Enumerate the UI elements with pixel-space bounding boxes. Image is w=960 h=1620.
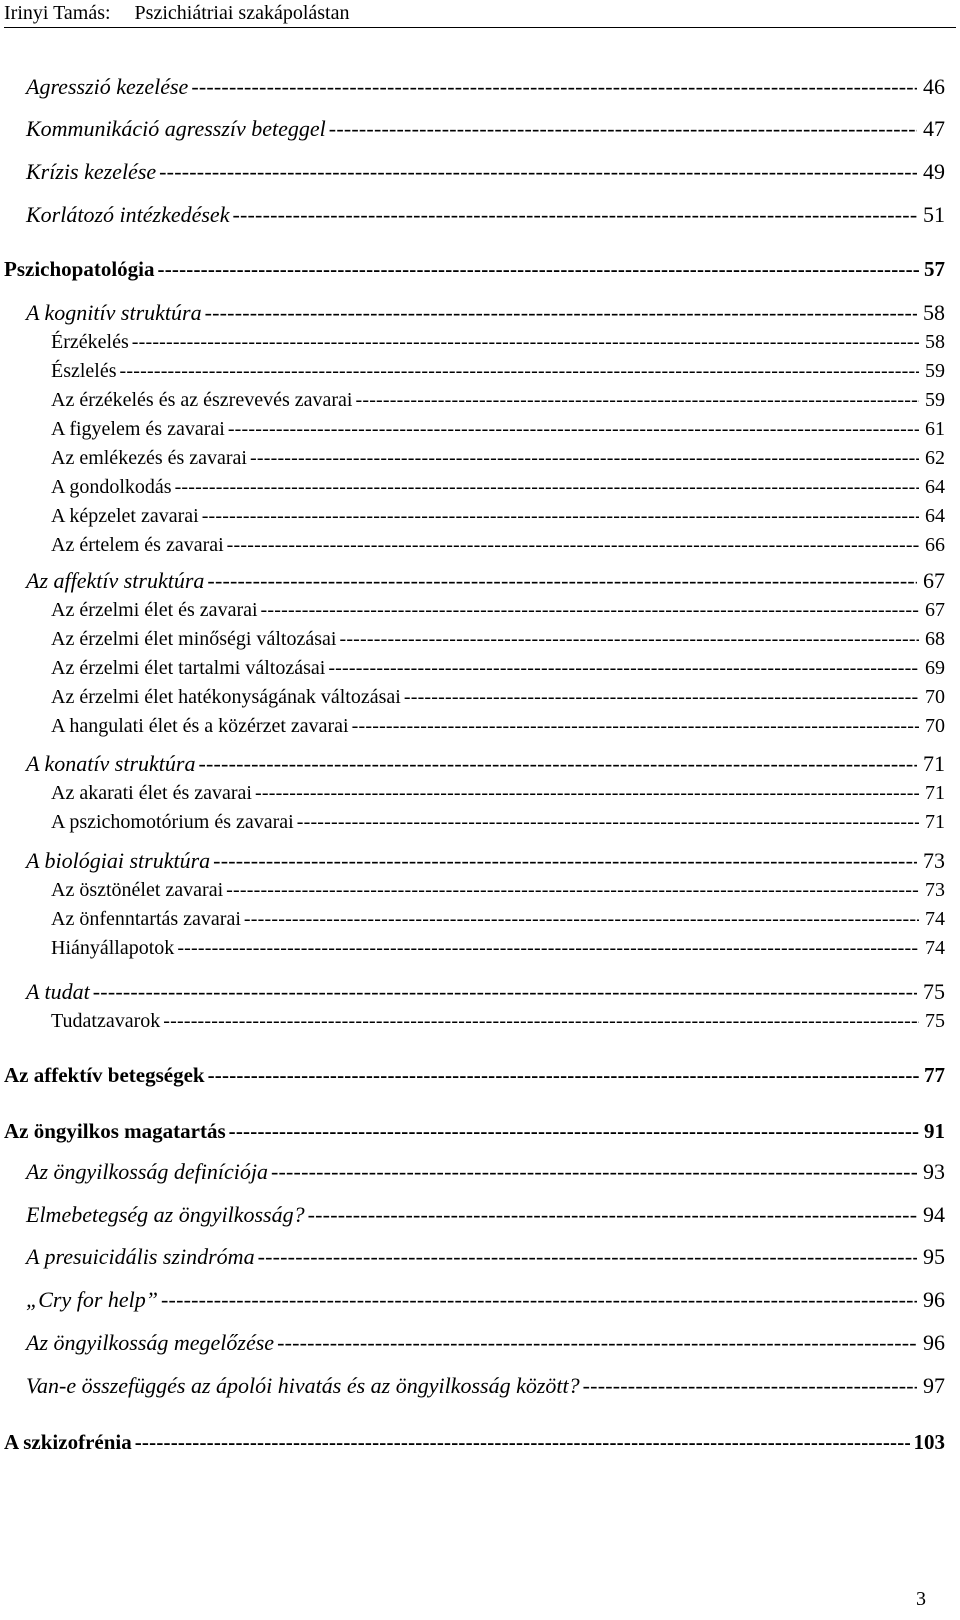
toc-dot-leader — [255, 778, 919, 808]
toc-dot-leader — [205, 298, 917, 328]
toc-entry[interactable] — [4, 1060, 945, 1090]
toc-dot-leader — [135, 1427, 910, 1457]
toc-entry-page-number: 93 — [923, 1159, 945, 1184]
toc-entry-title: Agresszió kezelése — [26, 74, 189, 99]
toc-entry-title: Elmebetegség az öngyilkosság? — [26, 1202, 305, 1227]
toc-entry[interactable] — [51, 385, 945, 415]
toc-entry[interactable] — [51, 682, 945, 712]
toc-dot-leader — [202, 501, 919, 531]
toc-entry-page-number: 66 — [925, 534, 945, 556]
toc-dot-leader — [93, 977, 917, 1007]
toc-entry[interactable] — [26, 1157, 945, 1187]
page-number: 3 — [916, 1588, 926, 1610]
toc-entry[interactable] — [51, 414, 945, 444]
toc-dot-leader — [229, 1116, 920, 1146]
toc-dot-leader — [329, 114, 917, 144]
toc-dot-leader — [271, 1157, 917, 1187]
toc-dot-leader — [277, 1328, 917, 1358]
toc-entry-title: A konatív struktúra — [26, 751, 196, 776]
toc-entry-page-number: 57 — [924, 257, 945, 281]
toc-entry-title: A gondolkodás — [51, 476, 172, 498]
toc-entry[interactable] — [51, 356, 945, 386]
toc-entry-page-number: 64 — [925, 505, 945, 527]
toc-dot-leader — [132, 327, 919, 357]
toc-entry-page-number: 69 — [925, 657, 945, 679]
toc-entry-page-number: 47 — [923, 116, 945, 141]
toc-entry-title: Az érzelmi élet tartalmi változásai — [51, 657, 326, 679]
toc-entry[interactable] — [26, 1242, 945, 1272]
toc-entry-title: Az affektív struktúra — [26, 568, 205, 593]
toc-entry-page-number: 70 — [925, 715, 945, 737]
toc-entry-title: Az érzelmi élet minőségi változásai — [51, 628, 337, 650]
toc-entry-title: A kognitív struktúra — [26, 300, 202, 325]
toc-entry[interactable] — [51, 501, 945, 531]
toc-dot-leader — [258, 1242, 917, 1272]
toc-entry[interactable] — [51, 807, 945, 837]
toc-entry-page-number: 73 — [925, 879, 945, 901]
toc-dot-leader — [120, 356, 919, 386]
toc-entry-page-number: 58 — [925, 331, 945, 353]
toc-entry-page-number: 67 — [923, 568, 945, 593]
toc-dot-leader — [228, 414, 919, 444]
toc-entry-title: Az értelem és zavarai — [51, 534, 224, 556]
toc-entry-page-number: 77 — [924, 1063, 945, 1087]
toc-entry[interactable] — [4, 1116, 945, 1146]
toc-entry-title: A szkizofrénia — [4, 1430, 132, 1454]
toc-entry[interactable] — [26, 749, 945, 779]
toc-entry[interactable] — [51, 875, 945, 905]
toc-entry-title: Az érzelmi élet és zavarai — [51, 599, 258, 621]
toc-entry[interactable] — [51, 327, 945, 357]
toc-entry-title: Krízis kezelése — [26, 159, 157, 184]
toc-entry[interactable] — [51, 595, 945, 625]
toc-entry-page-number: 64 — [925, 476, 945, 498]
toc-entry-title: Érzékelés — [51, 331, 129, 353]
toc-entry[interactable] — [26, 1285, 945, 1315]
toc-entry[interactable] — [51, 530, 945, 560]
toc-entry[interactable] — [26, 72, 945, 102]
toc-dot-leader — [355, 385, 919, 415]
header-title: Pszichiátriai szakápolástan — [134, 2, 350, 24]
toc-dot-leader — [297, 807, 919, 837]
toc-entry-title: Az öngyilkosság definíciója — [26, 1159, 268, 1184]
toc-entry-page-number: 75 — [925, 1010, 945, 1032]
toc-entry-page-number: 74 — [925, 908, 945, 930]
toc-entry-page-number: 58 — [923, 300, 945, 325]
toc-entry[interactable] — [51, 778, 945, 808]
toc-entry[interactable] — [26, 1328, 945, 1358]
toc-dot-leader — [308, 1200, 917, 1230]
toc-entry-title: Az érzelmi élet hatékonyságának változásai — [51, 686, 401, 708]
toc-entry-title: Tudatzavarok — [51, 1010, 161, 1032]
toc-entry[interactable] — [26, 566, 945, 596]
toc-entry-title: Kommunikáció agresszív beteggel — [26, 116, 326, 141]
toc-entry[interactable] — [26, 846, 945, 876]
toc-entry-page-number: 61 — [925, 418, 945, 440]
toc-entry[interactable] — [51, 1006, 945, 1036]
toc-dot-leader — [328, 653, 919, 683]
toc-dot-leader — [226, 875, 919, 905]
toc-entry[interactable] — [4, 1427, 945, 1457]
toc-entry-title: Az öngyilkos magatartás — [4, 1119, 226, 1143]
toc-entry-page-number: 74 — [925, 937, 945, 959]
toc-entry[interactable] — [51, 653, 945, 683]
toc-entry-title: A képzelet zavarai — [51, 505, 199, 527]
toc-entry-title: Az önfenntartás zavarai — [51, 908, 241, 930]
toc-dot-leader — [244, 904, 919, 934]
toc-entry-title: A biológiai struktúra — [26, 848, 211, 873]
toc-dot-leader — [250, 443, 919, 473]
toc-entry-page-number: 95 — [923, 1244, 945, 1269]
toc-dot-leader — [208, 1060, 920, 1090]
toc-dot-leader — [213, 846, 917, 876]
toc-entry-title: Észlelés — [51, 360, 117, 382]
toc-entry-title: Korlátozó intézkedések — [26, 202, 230, 227]
toc-entry-title: „Cry for help” — [26, 1287, 159, 1312]
toc-entry-page-number: 68 — [925, 628, 945, 650]
toc-entry[interactable] — [26, 1200, 945, 1230]
toc-entry-page-number: 71 — [925, 811, 945, 833]
toc-entry-page-number: 96 — [923, 1287, 945, 1312]
toc-dot-leader — [175, 472, 919, 502]
toc-entry-title: Az emlékezés és zavarai — [51, 447, 247, 469]
toc-dot-leader — [339, 624, 919, 654]
toc-entry-title: A tudat — [26, 979, 90, 1004]
toc-entry-title: A presuicidális szindróma — [26, 1244, 255, 1269]
toc-entry-page-number: 91 — [924, 1119, 945, 1143]
toc-entry-page-number: 71 — [923, 751, 945, 776]
toc-entry-page-number: 49 — [923, 159, 945, 184]
toc-entry-page-number: 97 — [923, 1373, 945, 1398]
toc-dot-leader — [177, 933, 919, 963]
toc-dot-leader — [352, 711, 919, 741]
toc-dot-leader — [232, 200, 917, 230]
toc-dot-leader — [261, 595, 919, 625]
toc-entry-title: Az öngyilkosság megelőzése — [26, 1330, 275, 1355]
toc-entry[interactable] — [26, 298, 945, 328]
toc-entry-title: A pszichomotórium és zavarai — [51, 811, 294, 833]
toc-entry-title: A hangulati élet és a közérzet zavarai — [51, 715, 349, 737]
toc-dot-leader — [404, 682, 919, 712]
toc-entry[interactable] — [26, 157, 945, 187]
toc-entry[interactable] — [51, 472, 945, 502]
toc-dot-leader — [191, 72, 917, 102]
toc-dot-leader — [207, 566, 917, 596]
toc-dot-leader — [161, 1285, 917, 1315]
toc-entry-page-number: 51 — [923, 202, 945, 227]
toc-entry-title: Az affektív betegségek — [4, 1063, 205, 1087]
toc-entry-title: Van-e összefüggés az ápolói hivatás és az öngyilkosság között? — [26, 1373, 580, 1398]
toc-entry-title: Az ösztönélet zavarai — [51, 879, 224, 901]
toc-dot-leader — [158, 254, 921, 284]
header-author: Irinyi Tamás: — [4, 2, 111, 24]
toc-entry-title: Hiányállapotok — [51, 937, 175, 959]
toc-entry-page-number: 62 — [925, 447, 945, 469]
toc-entry-page-number: 75 — [923, 979, 945, 1004]
toc-entry-page-number: 94 — [923, 1202, 945, 1227]
toc-entry-title: Az akarati élet és zavarai — [51, 782, 252, 804]
toc-entry-page-number: 73 — [923, 848, 945, 873]
toc-dot-leader — [198, 749, 917, 779]
toc-entry[interactable] — [51, 904, 945, 934]
toc-entry[interactable] — [4, 254, 945, 284]
toc-entry-title: Az érzékelés és az észrevevés zavarai — [51, 389, 353, 411]
toc-entry-title: A figyelem és zavarai — [51, 418, 225, 440]
toc-entry[interactable] — [26, 114, 945, 144]
toc-entry-page-number: 59 — [925, 389, 945, 411]
toc-entry-page-number: 103 — [913, 1430, 945, 1454]
toc-entry[interactable] — [51, 711, 945, 741]
toc-dot-leader — [159, 157, 917, 187]
toc-dot-leader — [583, 1371, 917, 1401]
toc-entry-page-number: 67 — [925, 599, 945, 621]
toc-entry[interactable] — [51, 933, 945, 963]
toc-entry-page-number: 96 — [923, 1330, 945, 1355]
toc-entry[interactable] — [51, 624, 945, 654]
toc-entry[interactable] — [26, 1371, 945, 1401]
toc-entry-page-number: 59 — [925, 360, 945, 382]
toc-entry[interactable] — [51, 443, 945, 473]
toc-entry-page-number: 70 — [925, 686, 945, 708]
toc-entry[interactable] — [26, 977, 945, 1007]
toc-entry-title: Pszichopatológia — [4, 257, 155, 281]
toc-entry-page-number: 71 — [925, 782, 945, 804]
toc-dot-leader — [227, 530, 919, 560]
toc-dot-leader — [163, 1006, 919, 1036]
toc-entry[interactable] — [26, 200, 945, 230]
toc-entry-page-number: 46 — [923, 74, 945, 99]
